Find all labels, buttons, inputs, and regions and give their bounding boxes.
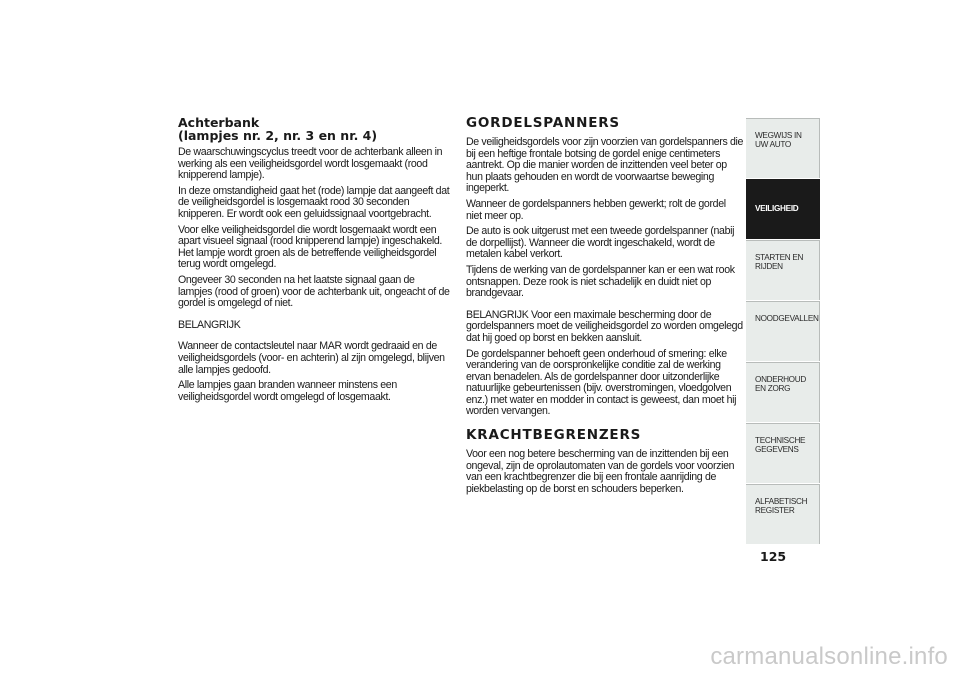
section-heading-achterbank — [178, 116, 450, 142]
tab-label: ONDERHOUD EN ZORG — [755, 375, 806, 393]
body-paragraph: Wanneer de gordelspanners hebben gewerkt; rolt de gordel niet meer op. — [466, 197, 726, 222]
section-title-krachtbegrenzers: KRACHTBEGRENZERS — [466, 427, 642, 444]
tab-label: VEILIGHEID — [755, 204, 799, 213]
section-title-gordelspanners: GORDELSPANNERS — [466, 115, 620, 131]
right-column — [466, 116, 744, 499]
heading-line-1: Achterbank — [178, 115, 260, 130]
tab-noodgevallen[interactable] — [746, 301, 820, 361]
important-paragraph: De gordelspanner behoeft geen onderhoud of smering: elke verandering van de oorspronkelijke conditie zal de werking ervan benadelen. Als de gordelspanner door uitzonderlijke natuurlijke gebeurtenissen (bijv. overstromingen, vloedgolven enz.) met water en modder in contact is geweest, dan moet hij worden vervangen. — [466, 347, 737, 418]
important-paragraph: BELANGRIJK Voor een maximale bescherming door de gordelspanners moet de veiligheidsgordel zo worden omgelegd dat hij goed op borst en bekken aansluit. — [466, 308, 743, 344]
body-paragraph: In deze omstandigheid gaat het (rode) lampje dat aangeeft dat de veiligheidsgordel is losgemaakt rood 30 seconden knipperen. Er wordt ook een geluidssignaal voortgebracht. — [178, 184, 450, 220]
heading-line-2: (lampjes nr. 2, nr. 3 en nr. 4) — [178, 128, 378, 143]
body-paragraph: De waarschuwingscyclus treedt voor de achterbank alleen in werking als een veiligheidsgordel wordt losgemaakt (rood knipperend lampje). — [178, 146, 443, 182]
tab-label: STARTEN EN RIJDEN — [755, 253, 804, 271]
tab-technische-gegevens[interactable] — [746, 423, 820, 483]
tab-veiligheid[interactable] — [746, 179, 820, 239]
body-paragraph: Tijdens de werking van de gordelspanner kan er een wat rook ontsnappen. Deze rook is niet schadelijk en duidt niet op brandgevaar. — [466, 263, 735, 300]
body-paragraph: Voor een nog betere bescherming van de inzittenden bij een ongeval, zijn de oprolautomaten van de gordels voor voorzien van een krachtbegrenzer die bij een frontale aanrijding de piekbelasting op de borst en schouders beperken. — [466, 448, 735, 495]
page-number: 125 — [760, 549, 787, 564]
body-paragraph: De veiligheidsgordels voor zijn voorzien van gordelspanners die bij een heftige frontale botsing de gordel enige centimeters aantrekt. Op die manier worden de inzittenden veel beter op hun plaats gehouden en wordt de voorwaartse beweging ingeperkt. — [466, 136, 744, 195]
body-paragraph: De auto is ook uitgerust met een tweede gordelspanner (nabij de dorpellijst). Wanneer die wordt ingeschakeld, wordt de metalen kabel verkort. — [466, 225, 735, 261]
body-paragraph: Ongeveer 30 seconden na het laatste signaal gaan de lampjes (rood of groen) voor de achterbank uit, ongeacht of de gordel is omgelegd of niet. — [178, 273, 450, 310]
tab-wegwijs-in-uw-auto[interactable] — [746, 118, 820, 178]
important-paragraph: Alle lampjes gaan branden wanneer minstens een veiligheidsgordel wordt omgelegd of losgemaakt. — [178, 379, 397, 403]
tab-label: ALFABETISCH REGISTER — [755, 497, 808, 515]
tab-label: TECHNISCHE GEGEVENS — [755, 436, 806, 454]
body-paragraph: Voor elke veiligheidsgordel die wordt losgemaakt wordt een apart visueel signaal (rood knipperend lampje) ingeschakeld. Het lampje wordt groen als de betreffende veiligheidsgordel terug wordt omgelegd. — [178, 223, 443, 271]
chapter-sidebar — [746, 118, 820, 545]
tab-starten-en-rijden[interactable] — [746, 240, 820, 300]
important-label: BELANGRIJK — [178, 318, 241, 331]
left-column — [178, 116, 450, 407]
important-paragraph: Wanneer de contactsleutel naar MAR wordt gedraaid en de veiligheidsgordels (voor- en achterin) al zijn omgelegd, blijven alle lampjes gedoofd. — [178, 340, 445, 376]
tab-label: NOODGEVALLEN — [755, 314, 819, 323]
tab-onderhoud-en-zorg[interactable] — [746, 362, 820, 422]
tab-label: WEGWIJS IN UW AUTO — [755, 131, 802, 149]
watermark: carmanualsonline.info — [710, 643, 948, 670]
tab-alfabetisch-register[interactable] — [746, 484, 820, 544]
